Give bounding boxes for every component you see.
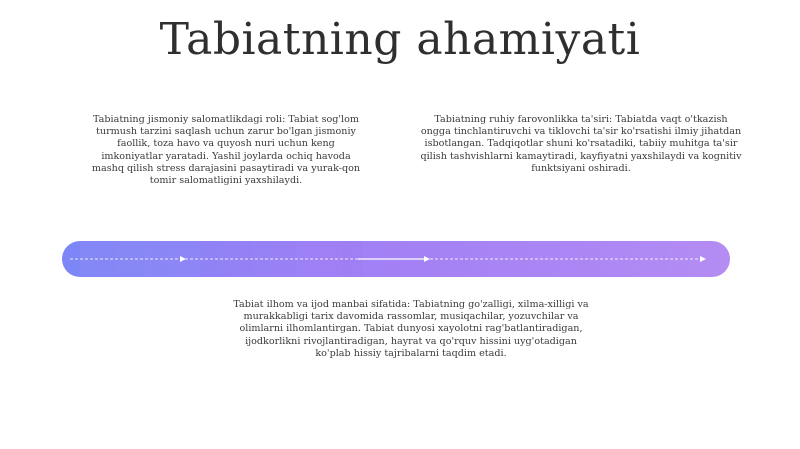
point-physical-health: Tabiatning jismoniy salomatlikdagi roli: Tabiat sog'lom turmush tarzini saqlash uchun zarur bo'lgan jismoniy faollik, toza havo va quyosh nuri uchun keng imkoniyatlar yaratadi. Yashil joylarda ochiq havoda mashq qilish stress darajasini pasaytiradi va yurak-qon tomir salomatligini yaxshilaydi. (91, 114, 361, 187)
point-inspiration: Tabiat ilhom va ijod manbai sifatida: Tabiatning go'zalligi, xilma-xilligi va murakkabligi tarix davomida rassomlar, musiqachilar, yozuvchilar va olimlarni ilhomlantirgan. Tabiat dunyosi xayolotni rag'batlantiradigan, ijodkorlikni rivojlantiradigan, hayrat va qo'rquv hissini uyg'otadigan ko'plab hissiy tajribalarni taqdim etadi. (233, 299, 589, 359)
timeline-graphic (62, 241, 730, 277)
timeline-bar (62, 241, 730, 277)
slide-title: Tabiatning ahamiyati (159, 14, 641, 65)
point-mental-wellbeing: Tabiatning ruhiy farovonlikka ta'siri: Tabiatda vaqt o'tkazish ongga tinchlantiruvchi va tiklovchi ta'sir ko'rsatishi ilmiy jihatdan isbotlangan. Tadqiqotlar shuni ko'rsatadiki, tabiiy muhitga ta'sir qilish tashvishlarni kamaytiradi, kayfiyatni yaxshilaydi va kognitiv funktsiyani oshiradi. (420, 114, 742, 174)
